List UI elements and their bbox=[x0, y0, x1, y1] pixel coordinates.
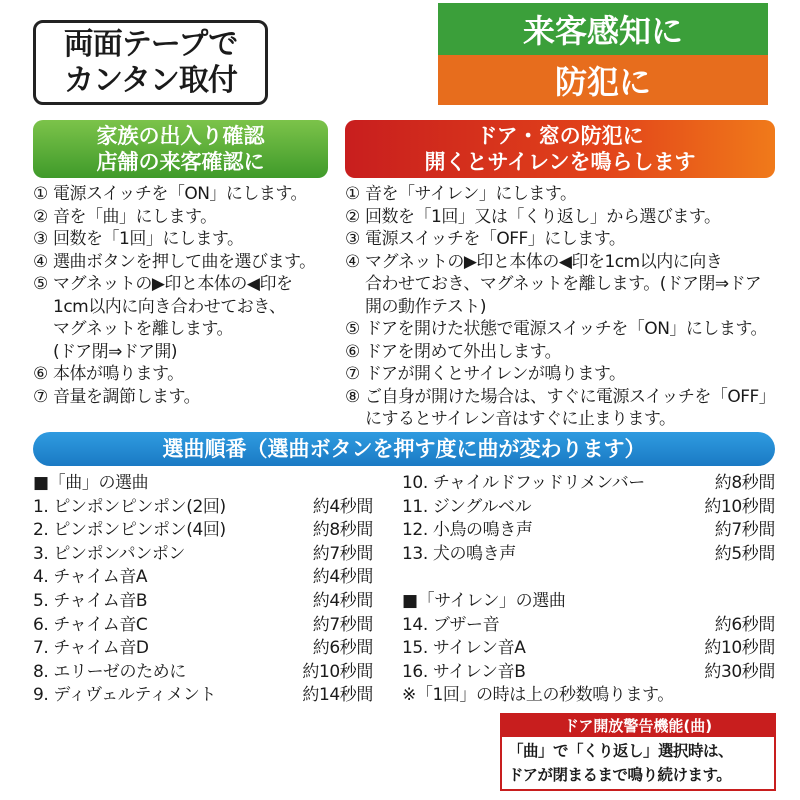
melody-header: ■「曲」の選曲 bbox=[33, 473, 149, 493]
right-step bbox=[345, 386, 785, 431]
left-step bbox=[33, 251, 338, 274]
song-row bbox=[402, 519, 775, 543]
song-duration: 約14秒間 bbox=[302, 685, 373, 706]
song-duration: 約30秒間 bbox=[704, 661, 775, 682]
song-name: 10. チャイルドフッドリメンバー bbox=[402, 473, 645, 493]
right-section-banner bbox=[345, 120, 775, 178]
step-text: ご自身が開けた場合は、すぐに電源スイッチを「OFF」 にするとサイレン音はすぐに止まります。 bbox=[365, 386, 776, 429]
step-number: ⑤ bbox=[345, 319, 360, 339]
song-duration: 約7秒間 bbox=[312, 614, 373, 635]
step-text: 本体が鳴ります。 bbox=[53, 364, 184, 384]
step-number: ⑥ bbox=[33, 364, 48, 384]
left-step bbox=[33, 363, 338, 386]
step-number: ⑦ bbox=[33, 386, 48, 407]
step-text: 回数を「1回」又は「くり返し」から選びます。 bbox=[365, 206, 721, 227]
song-name: 3. ピンポンパンポン bbox=[33, 543, 186, 564]
song-name: 13. 犬の鳴き声 bbox=[402, 543, 516, 564]
melody-list-left bbox=[33, 472, 373, 708]
song-name: 14. ブザー音 bbox=[402, 614, 500, 635]
step-number: ⑤ bbox=[33, 274, 48, 294]
right-step bbox=[345, 341, 785, 364]
warning-line-1: 「曲」で「くり返し」選択時は、 bbox=[508, 742, 734, 760]
left-banner-line-2: 店舗の来客確認に bbox=[96, 150, 265, 174]
song-row bbox=[33, 566, 373, 590]
song-duration: 約8秒間 bbox=[312, 520, 373, 541]
step-text: 選曲ボタンを押して曲を選びます。 bbox=[53, 251, 316, 272]
step-text: ドアが開くとサイレンが鳴ります。 bbox=[365, 364, 626, 384]
step-text: 音を「サイレン」にします。 bbox=[365, 184, 577, 204]
step-text: ドアを開けた状態で電源スイッチを「ON」にします。 bbox=[365, 319, 768, 339]
step-number: ① bbox=[345, 184, 360, 204]
song-note: ※「1回」の時は上の秒数鳴ります。 bbox=[402, 685, 674, 706]
left-step bbox=[33, 273, 338, 363]
song-duration: 約7秒間 bbox=[714, 520, 775, 541]
door-open-warning-box bbox=[500, 713, 776, 791]
step-number: ⑥ bbox=[345, 341, 360, 362]
song-row bbox=[402, 472, 775, 496]
left-step bbox=[33, 386, 338, 409]
song-duration: 約6秒間 bbox=[312, 638, 373, 659]
warning-title: ドア開放警告機能(曲) bbox=[502, 715, 774, 737]
mounting-line-1: 両面テープで bbox=[63, 26, 238, 62]
song-row bbox=[33, 661, 373, 685]
right-step bbox=[345, 183, 785, 206]
step-text: 電源スイッチを「OFF」にします。 bbox=[365, 229, 626, 249]
song-row bbox=[33, 684, 373, 708]
song-name: 15. サイレン音A bbox=[402, 638, 526, 659]
song-name: 16. サイレン音B bbox=[402, 661, 526, 682]
step-number: ⑦ bbox=[345, 364, 360, 384]
warning-line-2: ドアが閉まるまで鳴り続けます。 bbox=[508, 766, 732, 784]
left-section-banner bbox=[33, 120, 328, 178]
right-step bbox=[345, 206, 785, 229]
left-step bbox=[33, 228, 338, 251]
step-number: ④ bbox=[33, 251, 48, 272]
step-number: ⑧ bbox=[345, 386, 360, 407]
step-number: ③ bbox=[33, 229, 48, 249]
song-name: 9. ディヴェルティメント bbox=[33, 685, 217, 706]
step-text: 電源スイッチを「ON」にします。 bbox=[53, 184, 308, 204]
song-name: 4. チャイム音A bbox=[33, 567, 148, 588]
song-row bbox=[33, 496, 373, 520]
song-duration: 約4秒間 bbox=[312, 496, 373, 517]
song-name: 7. チャイム音D bbox=[33, 638, 149, 659]
song-duration: 約10秒間 bbox=[704, 496, 775, 517]
song-name: 5. チャイム音B bbox=[33, 590, 148, 611]
song-name: 2. ピンポンピンポン(4回) bbox=[33, 520, 226, 541]
song-duration: 約10秒間 bbox=[704, 638, 775, 659]
step-number: ② bbox=[33, 206, 48, 227]
song-name: 6. チャイム音C bbox=[33, 614, 148, 635]
step-text: マグネットの▶印と本体の◀印を1cm以内に向き 合わせておき、マグネットを離します。(ドア閉⇒ドア 開の動作テスト) bbox=[365, 251, 762, 317]
song-row bbox=[33, 637, 373, 661]
siren-header: ■「サイレン」の選曲 bbox=[402, 590, 566, 611]
song-name: 11. ジングルベル bbox=[402, 496, 532, 517]
melody-list-right bbox=[402, 472, 775, 708]
step-text: マグネットの▶印と本体の◀印を 1cm以内に向き合わせておき、 マグネットを離します。 (ドア閉⇒ドア開) bbox=[53, 274, 293, 362]
left-step-list bbox=[33, 183, 338, 408]
right-step bbox=[345, 251, 785, 319]
left-step bbox=[33, 206, 338, 229]
step-number: ④ bbox=[345, 251, 360, 272]
song-duration: 約7秒間 bbox=[312, 543, 373, 564]
right-banner-line-2: 開くとサイレンを鳴らします bbox=[424, 150, 696, 174]
song-row bbox=[33, 590, 373, 614]
right-step-list bbox=[345, 183, 785, 431]
feature-visitor-detection: 来客感知に bbox=[438, 3, 768, 55]
song-row bbox=[402, 496, 775, 520]
song-duration: 約6秒間 bbox=[714, 614, 775, 635]
song-duration: 約8秒間 bbox=[714, 473, 775, 493]
song-row bbox=[402, 637, 775, 661]
right-step bbox=[345, 318, 785, 341]
song-duration: 約4秒間 bbox=[312, 590, 373, 611]
song-row bbox=[402, 543, 775, 567]
song-row bbox=[33, 614, 373, 638]
step-text: ドアを閉めて外出します。 bbox=[365, 341, 562, 362]
right-step bbox=[345, 363, 785, 386]
mounting-label bbox=[33, 20, 268, 105]
song-row bbox=[33, 519, 373, 543]
left-banner-line-1: 家族の出入り確認 bbox=[96, 124, 265, 148]
feature-crime-prevention: 防犯に bbox=[438, 55, 768, 105]
song-name: 1. ピンポンピンポン(2回) bbox=[33, 496, 226, 517]
left-step bbox=[33, 183, 338, 206]
step-number: ② bbox=[345, 206, 360, 227]
song-row bbox=[33, 543, 373, 567]
step-text: 音を「曲」にします。 bbox=[53, 206, 217, 227]
step-text: 回数を「1回」にします。 bbox=[53, 229, 244, 249]
song-row bbox=[402, 614, 775, 638]
song-duration: 約4秒間 bbox=[312, 567, 373, 588]
song-order-banner: 選曲順番（選曲ボタンを押す度に曲が変わります） bbox=[33, 432, 775, 466]
right-step bbox=[345, 228, 785, 251]
song-row bbox=[402, 661, 775, 685]
step-number: ① bbox=[33, 184, 48, 204]
song-duration: 約5秒間 bbox=[714, 543, 775, 564]
song-name: 8. エリーゼのために bbox=[33, 661, 186, 682]
song-name: 12. 小鳥の鳴き声 bbox=[402, 520, 533, 541]
step-text: 音量を調節します。 bbox=[53, 386, 201, 407]
right-banner-line-1: ドア・窓の防犯に bbox=[476, 124, 644, 148]
step-number: ③ bbox=[345, 229, 360, 249]
song-duration: 約10秒間 bbox=[302, 661, 373, 682]
mounting-line-2: カンタン取付 bbox=[64, 62, 237, 98]
